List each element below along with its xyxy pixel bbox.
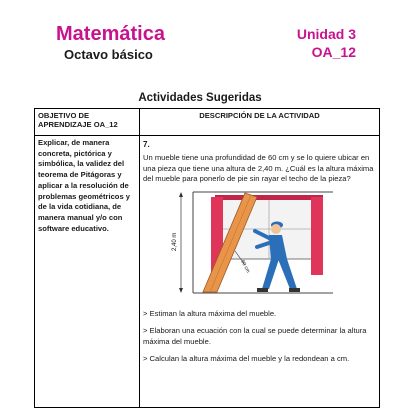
worker-leg-front bbox=[262, 259, 279, 289]
task-item: > Calculan la altura máxima del mueble y la redondean a cm. bbox=[143, 354, 350, 363]
header-left bbox=[56, 22, 206, 63]
unit-label: Unidad 3 bbox=[296, 26, 356, 42]
depth-label: 60 cm bbox=[239, 258, 251, 274]
worker-head bbox=[271, 224, 281, 234]
activity-number: 7. bbox=[143, 140, 150, 149]
window-valance bbox=[215, 195, 323, 200]
objective-column-header: OBJETIVO DE APRENDIZAJE OA_12 bbox=[35, 109, 140, 136]
table-header-row bbox=[35, 109, 380, 136]
grade-label: Octavo básico bbox=[64, 47, 153, 62]
height-label: 2,40 m bbox=[172, 232, 178, 251]
subject-title: Matemática bbox=[56, 23, 165, 45]
activity-table bbox=[34, 108, 380, 408]
curtain-right bbox=[311, 197, 323, 275]
objective-text: Explicar, de manera concreta, pictórica y simbólica, la validez del teorema de Pitágoras y aplicar a la resolución de problemas geométricos y de la vida cotidiana, de manera manual y/o con software educativo. bbox=[35, 136, 140, 408]
section-title: Actividades Sugeridas bbox=[138, 92, 262, 104]
description-column-header: DESCRIPCIÓN DE LA ACTIVIDAD bbox=[140, 109, 380, 136]
height-arrow-top bbox=[179, 192, 183, 197]
problem-statement: Un mueble tiene una profundidad de 60 cm y se lo quiere ubicar en una pieza que tiene una altura de 2,40 m. ¿Cuál es la altura máxima del mueble para ponerlo de pie sin rayar el techo de la pieza? bbox=[143, 153, 374, 183]
worker-shoe-back bbox=[289, 288, 300, 292]
task-item: > Elaboran una ecuación con la cual se puede determinar la altura máxima del mueble. bbox=[143, 326, 367, 346]
header-right bbox=[297, 26, 356, 61]
activity-description-cell bbox=[140, 136, 380, 408]
height-arrow-bottom bbox=[179, 288, 183, 293]
furniture-illustration bbox=[165, 189, 335, 295]
table-row bbox=[35, 136, 380, 408]
worker-shoe-front bbox=[257, 288, 268, 292]
worker-leg-back bbox=[278, 259, 297, 289]
task-item: > Estiman la altura máxima del mueble. bbox=[143, 308, 277, 318]
oa-code: OA_12 bbox=[311, 44, 356, 60]
